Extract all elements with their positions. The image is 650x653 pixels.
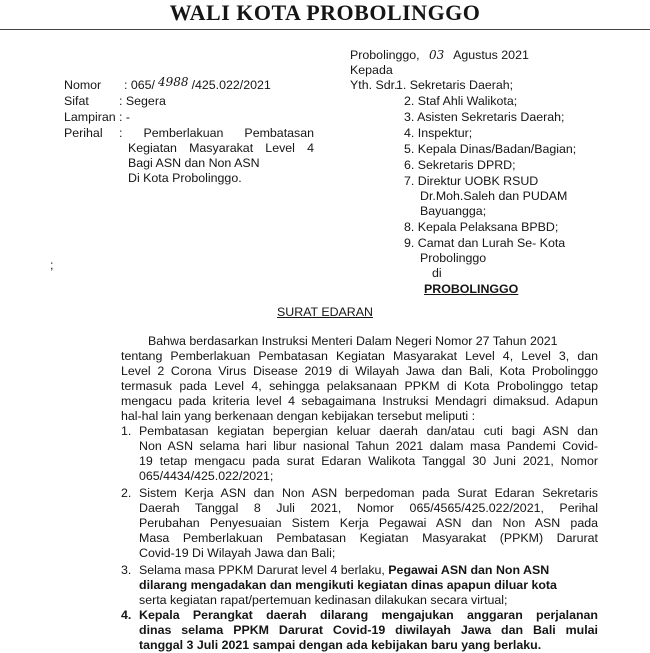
recipient-item: 4. Inspektur;: [404, 126, 473, 140]
recipient-item: 3. Asisten Sekretaris Daerah;: [404, 110, 565, 124]
lampiran-label: Lampiran: [64, 110, 116, 124]
point-3-line: Selama masa PPKM Darurat level 4 berlaku, Pegawai ASN dan Non ASN: [139, 563, 550, 577]
point-4-line: tanggal 3 Juli 2021 sampai dengan ada kebijakan baru yang berlaku.: [139, 638, 542, 652]
point-3-line: dilarang mengadakan dan mengikuti kegiatan dinas apapun diluar kota: [139, 578, 557, 592]
nomor-label: Nomor: [64, 78, 102, 92]
recipient-item-continued: Probolinggo: [420, 251, 487, 265]
destination: PROBOLINGGO: [424, 282, 519, 296]
point-2-line: Daerah Tanggal 8 Juli 2021, Nomor 065/4565/425.022/2021, Perihal: [139, 501, 598, 515]
point-1-line: 065/4434/425.022/2021;: [139, 469, 274, 483]
intro-line: tentang Pemberlakuan Pembatasan Kegiatan Masyarakat Level 4, Level 3, dan: [121, 349, 598, 363]
perihal-label: Perihal: [64, 126, 103, 140]
document-title: SURAT EDARAN: [277, 305, 373, 319]
date-city: Probolinggo,: [350, 48, 420, 62]
perihal-line: Kegiatan Masyarakat Level 4: [128, 141, 314, 155]
recipient-item-continued: Dr.Moh.Saleh dan PUDAM: [420, 189, 568, 203]
intro-line: Bahwa berdasarkan Instruksi Menteri Dalam Negeri Nomor 27 Tahun 2021: [148, 334, 558, 348]
nomor-handwritten: 4988: [158, 75, 189, 89]
date-day: 03: [429, 48, 445, 62]
recipient-item: 1. Sekretaris Daerah;: [396, 78, 514, 92]
recipient-item: 7. Direktur UOBK RSUD: [404, 174, 539, 188]
sifat-value: : Segera: [119, 94, 166, 108]
recipient-item: 2. Staf Ahli Walikota;: [404, 94, 518, 108]
point-4-line: Kepala Perangkat daerah dilarang mengajukan anggaran perjalanan: [139, 608, 598, 622]
date-month-year: Agustus 2021: [453, 48, 529, 62]
point-3-line: serta kegiatan rapat/pertemuan kedinasan dilakukan secara virtual;: [139, 593, 508, 607]
point-number: 1.: [121, 424, 132, 438]
di-label: di: [432, 266, 442, 280]
intro-line: mengacu pada kriteria level 4 sebagaimana Instruksi Mendagri dimaksud. Adapun: [121, 394, 598, 408]
kepada-label: Kepada: [350, 63, 393, 77]
sifat-label: Sifat: [64, 94, 89, 108]
intro-line: Level 2 Corona Virus Disease 2019 di Wilayah Jawa dan Bali, Kota Probolinggo: [121, 364, 598, 378]
point-number: 2.: [121, 486, 132, 500]
intro-line: termasuk pada Level 4, sehingga pelaksanaan PPKM di Kota Probolinggo tetap: [121, 379, 598, 393]
point-2-line: Sistem Kerja ASN dan Non ASN berpedoman pada Surat Edaran Sekretaris: [139, 486, 598, 500]
letterhead-title: WALI KOTA PROBOLINGGO: [169, 0, 481, 25]
place-date: [350, 48, 529, 63]
point-1-line: 19 tetap mengacu pada surat Edaran Walikota Tanggal 30 Juni 2021, Nomor: [139, 454, 598, 468]
recipient-item: 5. Kepala Dinas/Badan/Bagian;: [404, 142, 577, 156]
point-2-line: Perubahan Penyesuaian Sistem Kerja Pegawai ASN dan Non ASN pada: [139, 516, 598, 530]
point-number: 3.: [121, 563, 132, 577]
recipient-item: 9. Camat dan Lurah Se- Kota: [404, 236, 566, 250]
perihal-line: Bagi ASN dan Non ASN: [128, 156, 260, 170]
nomor-value: : 065/ 4988 /425.022/2021: [124, 75, 271, 92]
yth-label: Yth. Sdr.: [350, 78, 398, 92]
point-1-line: Non ASN selama hari libur nasional Tahun 2021 dalam masa Pandemi Covid-: [139, 439, 598, 453]
letterhead-rule: [0, 29, 650, 30]
intro-line: hal-hal lain yang berkenaan dengan kebijakan tersebut meliputi :: [121, 409, 476, 423]
stray-mark: ;: [50, 258, 54, 272]
recipient-item-continued: Bayuangga;: [420, 204, 487, 218]
point-2-line: Masa Pemberlakuan Pembatasan Kegiatan Masyarakat (PPKM) Darurat: [139, 531, 598, 545]
perihal-line: : Pemberlakuan Pembatasan: [119, 126, 314, 140]
recipient-item: 6. Sekretaris DPRD;: [404, 158, 516, 172]
point-1-line: Pembatasan kegiatan bepergian keluar daerah dan/atau cuti bagi ASN dan: [139, 424, 598, 438]
point-2-line: Covid-19 Di Wilayah Jawa dan Bali;: [139, 546, 336, 560]
recipient-item: 8. Kepala Pelaksana BPBD;: [404, 220, 559, 234]
perihal-line: Di Kota Probolinggo.: [128, 171, 242, 185]
point-number: 4.: [121, 608, 132, 622]
lampiran-value: : -: [119, 110, 131, 124]
point-4-line: dinas selama PPKM Darurat Covid-19 diwilayah Jawa dan Bali mulai: [139, 623, 598, 637]
